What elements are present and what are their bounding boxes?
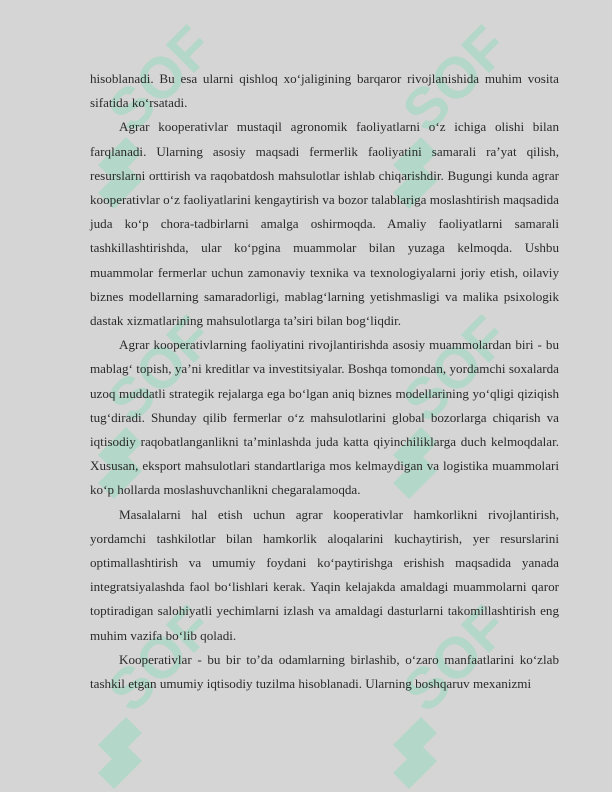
paragraph-1: hisoblanadi. Bu esa ularni qishloq xo‘jaligining barqaror rivojlanishida muhim vosita sifatida ko‘rsatadi. — [90, 71, 559, 111]
paragraph-5: Kooperativlar - bu bir to’da odamlarning birlashib, o‘zaro manfaatlarini ko‘zlab tashkil etgan umumiy iqtisodiy tuzilma hisoblanadi. Ularning boshqaruv mexanizmi — [90, 651, 559, 692]
paragraph-4: Masalalarni hal etish uchun agrar kooperativlar hamkorlikni rivojlantirish, yordamchi tashkilotlar bilan hamkorlik aloqalarini kuchaytirish, yer resurslarini optimallashtirish va umumiy foydani ko‘paytirishga erishish maqsadida yanada integratsiyalashda faol bo‘lishlari kerak. Yaqin kelajakda amaldagi muammolarni qaror toptiradigan salohiyatli yechimlarni izlash va amaldagi dasturlarni takomillashtirish eng muhim vazifa bo‘lib qoladi. — [90, 506, 559, 643]
paragraph-3: Agrar kooperativlarning faoliyatini rivojlantirishda asosiy muammolardan biri - bu mablag‘ topish, ya’ni kreditlar va investitsiyalar. Boshqa tomondan, yordamchi soxalarda uzoq muddatli strategik rejalarga ega bo‘lgan aniq biznes modellarining yo‘qligi qiziqish tug‘diradi. Shunday qilib fermerlar o‘z mahsulotlarini global bozorlarga chiqarish va iqtisodiy raqobatlanganlikni ta’minlashda juda katta qiyinchiliklarga duch kelmoqdalar. Xususan, eksport mahsulotlari standartlariga mos kelmaydigan va logistika muammolari ko‘p hollarda moslashuvchanlikni chegaralamoqda. — [90, 337, 559, 498]
document-body — [90, 67, 559, 696]
paragraph-2: Agrar kooperativlar mustaqil agronomik faoliyatlarni o‘z ichiga olishi bilan farqlanadi. Ularning asosiy maqsadi fermerlik faoliyatini samarali ra’yat qilish, resurslarni orttirish va raqobatdosh mahsulotlar ishlab chiqarishdir. Bugungi kunda agrar kooperativlar o‘z faoliyatlarini kengaytirish va bozor talablariga moslashtirish maqsadida juda ko‘p chora-tadbirlarni amalga oshirmoqda. Amaliy faoliyatlarni samarali tashkillashtirishda, ular ko‘pgina muammolar bilan yuzaga kelmoqda. Ushbu muammolar fermerlar uchun zamonaviy texnika va texnologiyalarni joriy etish, oilaviy biznes modellarning samaradorligi, mablag‘larning yetishmasligi va malika psixologik dastak xizmatlarining mahsulotlarga ta’siri bilan bog‘liqdir. — [90, 119, 559, 329]
